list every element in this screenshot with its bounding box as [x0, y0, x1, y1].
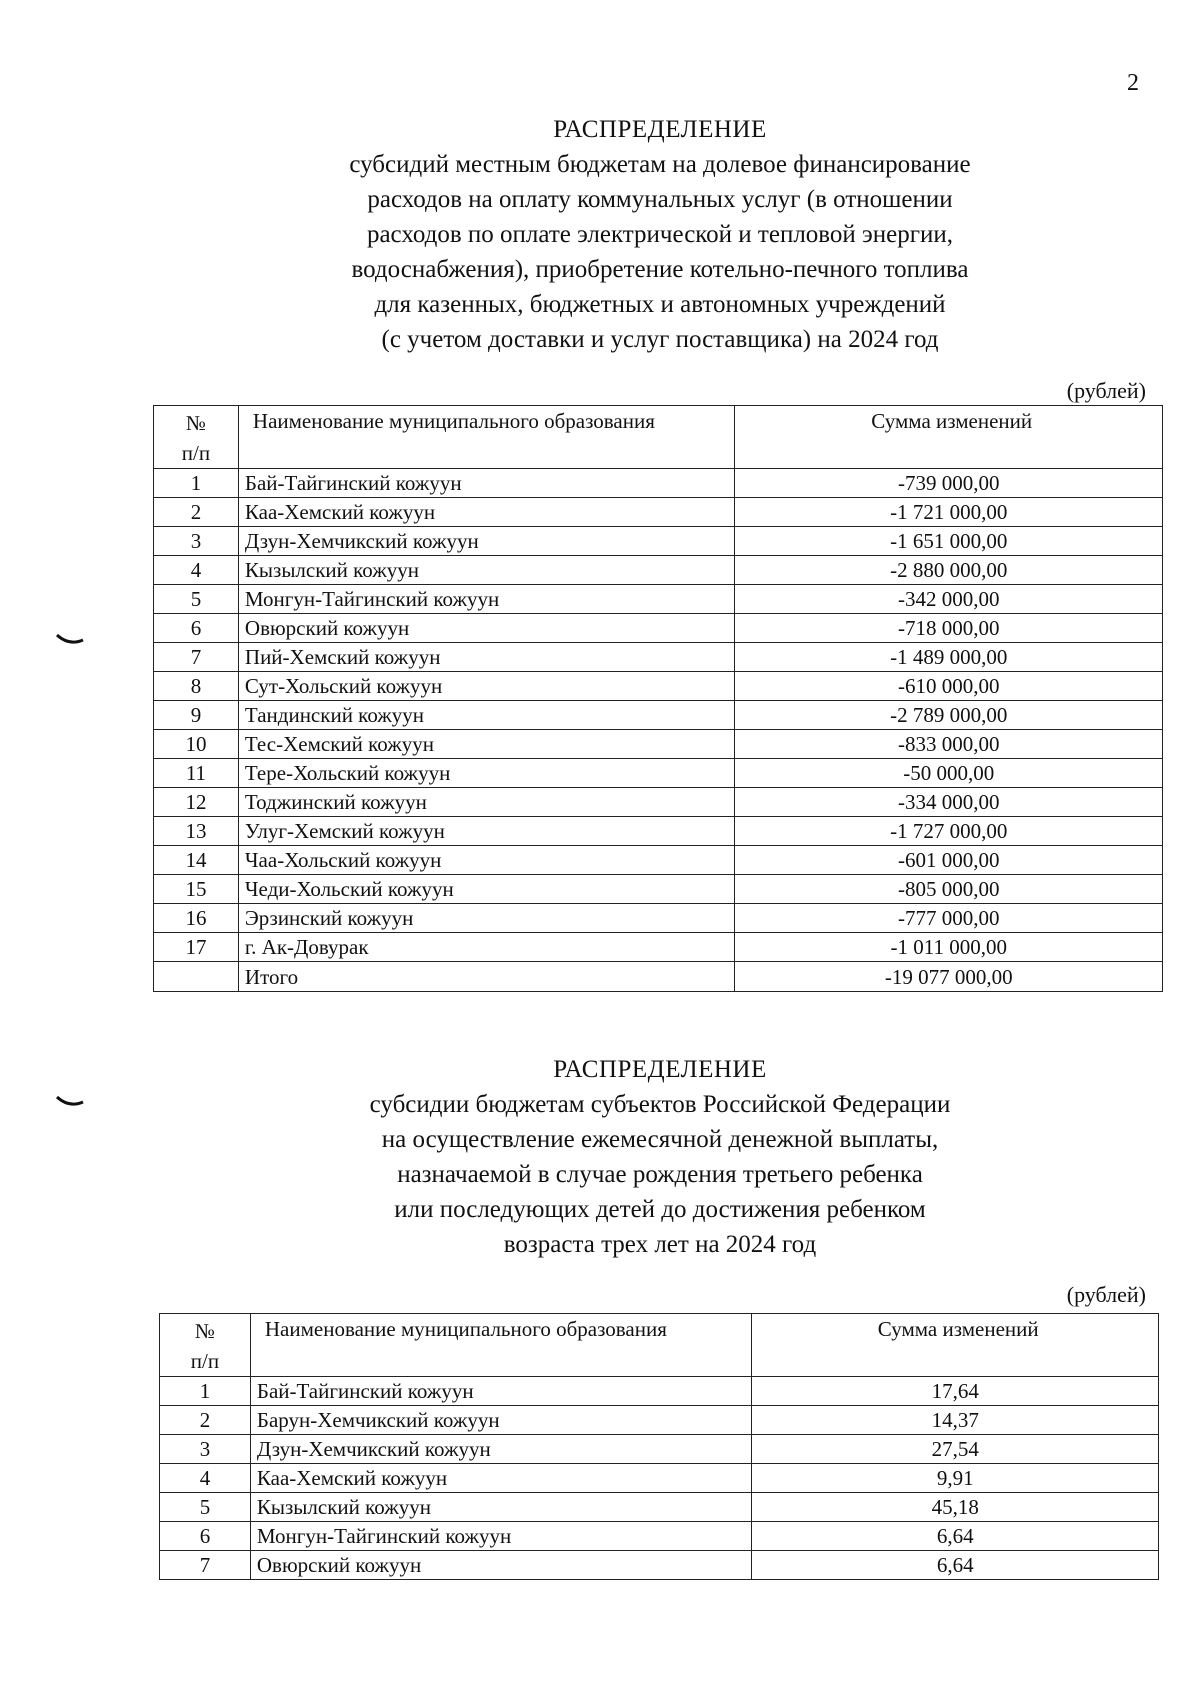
row-sum: 45,18	[752, 1493, 1159, 1522]
header-num	[160, 1314, 251, 1377]
row-sum: -1 489 000,00	[735, 643, 1163, 672]
table-row	[160, 1522, 1159, 1551]
table-header-row	[160, 1314, 1159, 1377]
row-num: 10	[154, 730, 239, 759]
scan-mark-icon	[55, 632, 85, 646]
row-sum: 27,54	[752, 1435, 1159, 1464]
table-row	[154, 875, 1163, 904]
section1-subtitle-line: расходов по оплате электрической и тепловой энергии,	[366, 221, 954, 248]
table-row	[154, 585, 1163, 614]
row-num: 4	[160, 1464, 251, 1493]
table-row	[154, 469, 1163, 498]
section2-table	[159, 1313, 1159, 1580]
section2-subtitle-line: или последующих детей до достижения ребенком	[394, 1196, 926, 1223]
row-num: 3	[154, 527, 239, 556]
header-num-line1: №	[185, 411, 206, 435]
row-sum: -833 000,00	[735, 730, 1163, 759]
row-num: 7	[160, 1551, 251, 1580]
section1-unit-label: (рублей)	[1066, 378, 1146, 403]
header-num-line2: п/п	[181, 441, 211, 465]
table-row	[154, 730, 1163, 759]
row-name: Пий-Хемский кожуун	[238, 643, 735, 672]
section2-heading	[230, 1052, 1090, 1262]
total-label: Итого	[238, 962, 735, 992]
row-name: Сут-Хольский кожуун	[238, 672, 735, 701]
row-num: 17	[154, 933, 239, 962]
row-name: Тере-Хольский кожуун	[238, 759, 735, 788]
table-row	[160, 1435, 1159, 1464]
table-row	[160, 1377, 1159, 1406]
row-name: Овюрский кожуун	[250, 1551, 752, 1580]
total-row	[154, 962, 1163, 992]
section1-title: РАСПРЕДЕЛЕНИЕ	[553, 116, 767, 143]
table-row	[160, 1493, 1159, 1522]
row-sum: 6,64	[752, 1522, 1159, 1551]
row-sum: -342 000,00	[735, 585, 1163, 614]
row-sum: 9,91	[752, 1464, 1159, 1493]
row-num: 6	[160, 1522, 251, 1551]
table-row	[160, 1406, 1159, 1435]
table-row	[154, 498, 1163, 527]
section1-subtitle-line: водоснабжения), приобретение котельно-печного топлива	[351, 256, 969, 283]
row-name: Чеди-Хольский кожуун	[238, 875, 735, 904]
scan-mark-icon	[55, 1094, 85, 1108]
section1-heading	[230, 112, 1090, 357]
row-num: 12	[154, 788, 239, 817]
row-name: Дзун-Хемчикский кожуун	[250, 1435, 752, 1464]
section2-subtitle-line: возраста трех лет на 2024 год	[503, 1231, 817, 1258]
row-name: Кызылский кожуун	[250, 1493, 752, 1522]
row-sum: 14,37	[752, 1406, 1159, 1435]
table-row	[154, 672, 1163, 701]
row-num: 16	[154, 904, 239, 933]
row-sum: -805 000,00	[735, 875, 1163, 904]
header-num	[154, 406, 239, 469]
row-sum: 6,64	[752, 1551, 1159, 1580]
row-sum: -601 000,00	[735, 846, 1163, 875]
row-num: 8	[154, 672, 239, 701]
row-name: Монгун-Тайгинский кожуун	[250, 1522, 752, 1551]
row-num: 13	[154, 817, 239, 846]
header-name: Наименование муниципального образования	[238, 406, 735, 469]
row-name: Эрзинский кожуун	[238, 904, 735, 933]
row-name: Овюрский кожуун	[238, 614, 735, 643]
table-row	[154, 614, 1163, 643]
row-sum: -1 651 000,00	[735, 527, 1163, 556]
section2-subtitle-line: на осуществление ежемесячной денежной выплаты,	[381, 1126, 939, 1153]
row-num: 5	[154, 585, 239, 614]
table-row	[154, 933, 1163, 962]
table-row	[154, 759, 1163, 788]
header-num-line2: п/п	[190, 1349, 220, 1373]
row-sum: -777 000,00	[735, 904, 1163, 933]
row-name: Дзун-Хемчикский кожуун	[238, 527, 735, 556]
header-name: Наименование муниципального образования	[250, 1314, 752, 1377]
section2-subtitle-line: назначаемой в случае рождения третьего ребенка	[397, 1161, 923, 1188]
table-row	[154, 788, 1163, 817]
row-num: 6	[154, 614, 239, 643]
row-sum: -1 721 000,00	[735, 498, 1163, 527]
row-sum: -1 727 000,00	[735, 817, 1163, 846]
row-name: Кызылский кожуун	[238, 556, 735, 585]
section2-unit-label: (рублей)	[1066, 1282, 1146, 1307]
table-row	[154, 527, 1163, 556]
row-name: г. Ак-Довурак	[238, 933, 735, 962]
row-sum: -2 789 000,00	[735, 701, 1163, 730]
section2-title: РАСПРЕДЕЛЕНИЕ	[553, 1056, 767, 1083]
row-name: Тандинский кожуун	[238, 701, 735, 730]
table-row	[154, 846, 1163, 875]
row-name: Улуг-Хемский кожуун	[238, 817, 735, 846]
row-sum: -739 000,00	[735, 469, 1163, 498]
table-row	[154, 643, 1163, 672]
row-num: 15	[154, 875, 239, 904]
header-sum: Сумма изменений	[735, 406, 1163, 469]
row-name: Чаа-Хольский кожуун	[238, 846, 735, 875]
table-row	[160, 1551, 1159, 1580]
row-name: Бай-Тайгинский кожуун	[250, 1377, 752, 1406]
row-sum: -718 000,00	[735, 614, 1163, 643]
row-num: 7	[154, 643, 239, 672]
row-num: 3	[160, 1435, 251, 1464]
section1-subtitle-line: (с учетом доставки и услуг поставщика) на 2024 год	[381, 326, 939, 353]
section1-table	[153, 405, 1163, 992]
row-name: Барун-Хемчикский кожуун	[250, 1406, 752, 1435]
page-number: 2	[1127, 70, 1139, 96]
row-num: 9	[154, 701, 239, 730]
table-header-row	[154, 406, 1163, 469]
section1-subtitle-line: субсидий местным бюджетам на долевое финансирование	[349, 151, 971, 178]
table-row	[154, 904, 1163, 933]
row-num: 5	[160, 1493, 251, 1522]
row-name: Каа-Хемский кожуун	[250, 1464, 752, 1493]
table-row	[160, 1464, 1159, 1493]
table-row	[154, 556, 1163, 585]
row-sum: -334 000,00	[735, 788, 1163, 817]
total-sum: -19 077 000,00	[735, 962, 1163, 992]
row-name: Каа-Хемский кожуун	[238, 498, 735, 527]
section1-subtitle-line: для казенных, бюджетных и автономных учреждений	[374, 291, 946, 318]
header-num-line1: №	[194, 1319, 215, 1343]
row-num: 14	[154, 846, 239, 875]
row-num: 1	[160, 1377, 251, 1406]
row-sum: -610 000,00	[735, 672, 1163, 701]
row-sum: -2 880 000,00	[735, 556, 1163, 585]
section1-subtitle-line: расходов на оплату коммунальных услуг (в отношении	[367, 186, 953, 213]
row-num: 11	[154, 759, 239, 788]
section2-subtitle-line: субсидии бюджетам субъектов Российской Федерации	[369, 1091, 951, 1118]
table-row	[154, 701, 1163, 730]
row-num: 1	[154, 469, 239, 498]
row-num: 4	[154, 556, 239, 585]
row-num: 2	[154, 498, 239, 527]
row-name: Бай-Тайгинский кожуун	[238, 469, 735, 498]
table-row	[154, 817, 1163, 846]
row-sum: -50 000,00	[735, 759, 1163, 788]
row-name: Тоджинский кожуун	[238, 788, 735, 817]
row-sum: 17,64	[752, 1377, 1159, 1406]
row-sum: -1 011 000,00	[735, 933, 1163, 962]
row-name: Тес-Хемский кожуун	[238, 730, 735, 759]
row-name: Монгун-Тайгинский кожуун	[238, 585, 735, 614]
row-num: 2	[160, 1406, 251, 1435]
header-sum: Сумма изменений	[752, 1314, 1159, 1377]
total-num	[154, 962, 239, 992]
